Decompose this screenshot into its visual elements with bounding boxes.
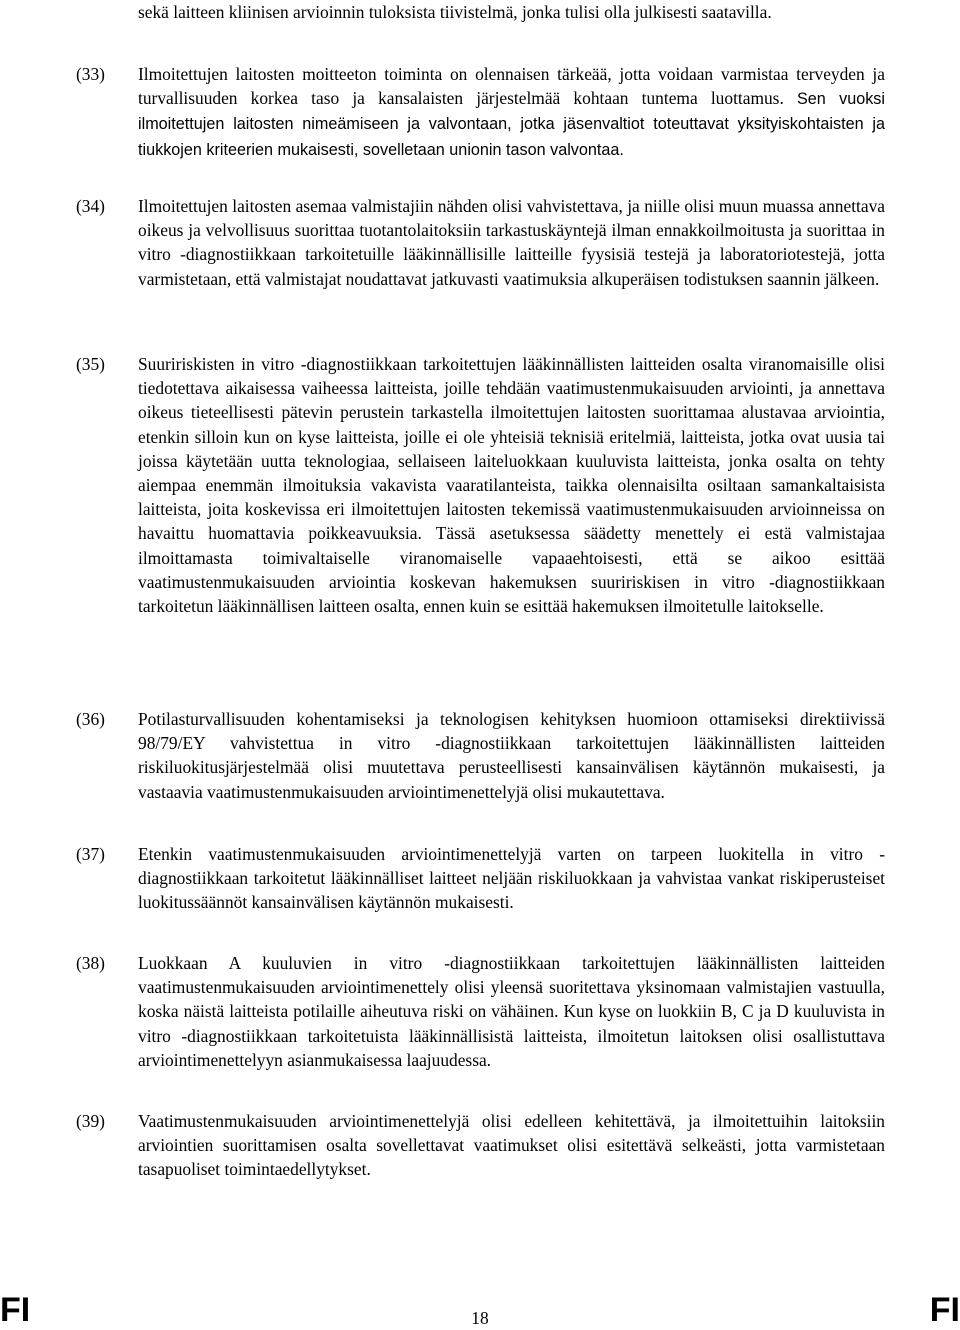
recital-number: (35) bbox=[76, 354, 105, 374]
recital-text: Potilasturvallisuuden kohentamiseksi ja teknologisen kehityksen huomioon ottamiseksi direktiivissä 98/79/EY vahvistettua in vitro -diagnostiikkaan tarkoitettujen lääkinnällisten laitteiden riskiluokitusjärjestelmää olisi muutettava perusteellisesti kansainvälisen käytännön mukaisesti, ja vastaavia vaatimustenmukaisuuden arviointimenettelyjä olisi mukautettava. bbox=[138, 709, 885, 802]
recital-38 bbox=[76, 951, 885, 1072]
recital-number: (36) bbox=[76, 709, 105, 729]
recital-text-sans: Sen vuoksi ilmoitettujen laitosten nimeämiseen ja valvontaan, jotka jäsenvaltiot toteuttavat yksityiskohtaisten ja tiukkojen kriteerien mukaisesti, sovelletaan unionin tason valvontaa. bbox=[138, 90, 885, 159]
recital-36 bbox=[76, 707, 885, 804]
footer-language-code-right: FI bbox=[929, 1291, 960, 1329]
recital-text-serif: Ilmoitettujen laitosten moitteeton toiminta on olennaisen tärkeää, jotta voidaan varmistaa terveyden ja turvallisuuden korkea taso ja kansalaisten järjestelmää kohtaan tuntema luottamus. bbox=[138, 64, 885, 109]
recital-text: Etenkin vaatimustenmukaisuuden arviointimenettelyjä varten on tarpeen luokitella in vitro -diagnostiikkaan tarkoitetut lääkinnälliset laitteet neljään riskiluokkaan ja vahvistaa vankat riskiperusteiset luokitussäännöt kansainvälisen käytännön mukaisesti. bbox=[138, 844, 885, 913]
recital-37 bbox=[76, 842, 885, 915]
recital-text: Vaatimustenmukaisuuden arviointimenettelyjä olisi edelleen kehitettävä, ja ilmoitettuihin laitoksiin arviointien suorittamisen osalta sovellettavat vaatimukset olisi esitettävä selkeästi, jotta varmistetaan tasapuoliset toimintaedellytykset. bbox=[138, 1111, 885, 1180]
recital-text: Suuririskisten in vitro -diagnostiikkaan tarkoitettujen lääkinnällisten laitteiden osalta viranomaisille olisi tiedotettava aikaisessa vaiheessa laitteista, joille tehdään vaatimustenmukaisuuden arviointi, ja annettava oikeus tieteellisesti pätevin perustein tarkastella ilmoitettujen laitosten suorittamaa alustavaa arviointia, etenkin silloin kun on kyse laitteista, joille ei ole yhteisiä teknisiä eritelmiä, laitteista, jotka ovat uusia tai joissa käytetään uutta teknologiaa, sellaiseen laiteluokkaan kuuluvista laitteista, jonka osalta on tehty aiempaa enemmän ilmoituksia vakavista vaaratilanteista, taikka olennaisilta osiltaan samankaltaisista laitteista, joita koskevissa eri ilmoitettujen laitosten tekemissä vaatimustenmukaisuuden arvioinneissa on havaittu huomattavia poikkeavuuksia. Tässä asetuksessa säädetty menettely ei estä valmistajaa ilmoittamasta toimivaltaiselle viranomaiselle vapaaehtoisesti, että se aikoo esittää vaatimustenmukaisuuden arviointia koskevan hakemuksen suuririskisen in vitro -diagnostiikkaan tarkoitetun lääkinnällisen laitteen osalta, ennen kuin se esittää hakemuksen ilmoitetulle laitokselle. bbox=[138, 354, 885, 617]
recital-number: (33) bbox=[76, 64, 105, 84]
recital-number: (37) bbox=[76, 844, 105, 864]
recital-text bbox=[138, 62, 885, 162]
recital-text: Ilmoitettujen laitosten asemaa valmistajiin nähden olisi vahvistettava, ja niille olisi muun muassa annettava oikeus ja velvollisuus suorittaa tuotantolaitoksiin tarkastuskäyntejä ilman ennakkoilmoitusta ja suorittaa in vitro -diagnostiikkaan tarkoitetuille lääkinnällisille laitteille fyysisiä testejä ja laboratoriotestejä, jotta varmistetaan, että valmistajat noudattavat jatkuvasti vaatimuksia alkuperäisen todistuksen saannin jälkeen. bbox=[138, 196, 885, 289]
recital-35 bbox=[76, 352, 885, 618]
recital-33 bbox=[76, 62, 885, 162]
recital-34 bbox=[76, 194, 885, 291]
paragraph-text: sekä laitteen kliinisen arvioinnin tuloksista tiivistelmä, jonka tulisi olla julkisesti saatavilla. bbox=[138, 2, 772, 22]
recital-number: (38) bbox=[76, 953, 105, 973]
recital-number: (34) bbox=[76, 196, 105, 216]
continued-paragraph bbox=[138, 0, 885, 24]
page-number: 18 bbox=[471, 1308, 489, 1328]
recital-text: Luokkaan A kuuluvien in vitro -diagnostiikkaan tarkoitettujen lääkinnällisten laitteiden vaatimustenmukaisuuden arviointimenettely olisi yleensä suoritettava yksinomaan valmistajien vastuulla, koska näistä laitteista potilaille aiheutuva riski on vähäinen. Kun kyse on luokkiin B, C ja D kuuluvista in vitro -diagnostiikkaan tarkoitetuista lääkinnällisistä laitteista, ilmoitetun laitoksen olisi osallistuttava arviointimenettelyyn asianmukaisessa laajuudessa. bbox=[138, 953, 885, 1070]
recital-number: (39) bbox=[76, 1111, 105, 1131]
footer-language-code-left: FI bbox=[0, 1291, 31, 1329]
recital-39 bbox=[76, 1109, 885, 1182]
